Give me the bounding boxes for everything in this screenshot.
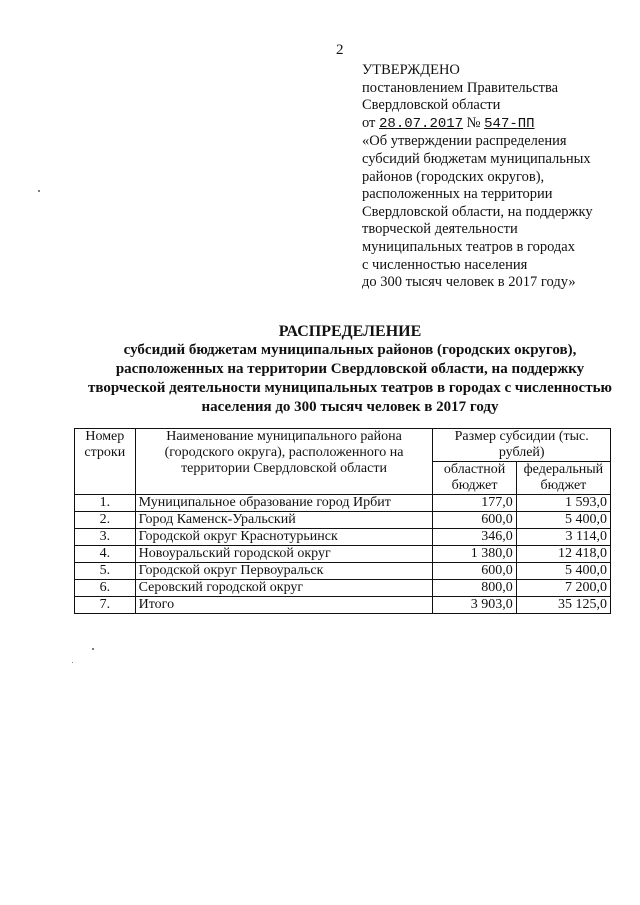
approval-line: «Об утверждении распределения <box>362 133 567 150</box>
page-number: 2 <box>336 42 344 58</box>
row-name: Муниципальное образование город Ирбит <box>135 495 433 512</box>
approval-line: муниципальных театров в городах <box>362 238 575 255</box>
table-row <box>75 580 611 597</box>
approval-from-label: от <box>362 114 376 131</box>
header-federal-budget: федеральный бюджет <box>516 462 610 495</box>
approval-date: 28.07.2017 <box>379 115 464 132</box>
row-regional: 800,0 <box>433 580 516 597</box>
row-name: Городской округ Первоуральск <box>135 563 433 580</box>
approval-line: Свердловской области, на поддержку <box>362 203 593 220</box>
row-number: 5. <box>75 563 136 580</box>
row-regional: 346,0 <box>433 529 516 546</box>
scan-speck <box>72 662 73 663</box>
approval-line: Свердловской области <box>362 97 501 114</box>
table-row <box>75 546 611 563</box>
row-federal: 12 418,0 <box>516 546 610 563</box>
row-regional: 177,0 <box>433 495 516 512</box>
table-row <box>75 512 611 529</box>
approval-title: УТВЕРЖДЕНО <box>362 62 460 78</box>
heading-line: субсидий бюджетам муниципальных районов (городских округов), <box>123 342 577 358</box>
row-name: Город Каменск-Уральский <box>135 512 433 529</box>
header-subsidy-size: Размер субсидии (тыс. рублей) <box>433 429 611 462</box>
approval-line: постановлением Правительства <box>362 79 559 96</box>
row-federal: 5 400,0 <box>516 563 610 580</box>
row-name: Серовский городской округ <box>135 580 433 597</box>
approval-line: районов (городских округов), <box>362 168 545 185</box>
row-number: 4. <box>75 546 136 563</box>
approval-line: с численностью населения <box>362 256 528 273</box>
header-regional-budget: областной бюджет <box>433 462 516 495</box>
approval-line: творческой деятельности <box>362 221 518 238</box>
approval-number-sign: № <box>466 114 481 131</box>
table-row <box>75 495 611 512</box>
row-number: 1. <box>75 495 136 512</box>
row-number: 6. <box>75 580 136 597</box>
row-federal: 5 400,0 <box>516 512 610 529</box>
table-row <box>75 529 611 546</box>
row-regional: 3 903,0 <box>433 597 516 614</box>
distribution-table <box>74 428 611 614</box>
approval-date-line <box>362 115 632 134</box>
approval-stamp <box>362 62 632 292</box>
approval-line: расположенных на территории <box>362 186 553 203</box>
heading-line: расположенных на территории Свердловской области, на поддержку <box>115 361 585 377</box>
row-name: Итого <box>135 597 433 614</box>
row-number: 7. <box>75 597 136 614</box>
row-federal: 3 114,0 <box>516 529 610 546</box>
row-name: Городской округ Краснотурьинск <box>135 529 433 546</box>
row-name: Новоуральский городской округ <box>135 546 433 563</box>
row-regional: 600,0 <box>433 563 516 580</box>
approval-line: субсидий бюджетам муниципальных <box>362 150 591 167</box>
heading-line: творческой деятельности муниципальных театров в городах с численностью <box>88 380 612 396</box>
row-regional: 600,0 <box>433 512 516 529</box>
header-municipality-name: Наименование муниципального района (городского округа), расположенного на территории Свердловской области <box>135 429 433 495</box>
table-row <box>75 597 611 614</box>
heading-title: РАСПРЕДЕЛЕНИЕ <box>278 323 422 340</box>
scan-speck <box>38 190 40 192</box>
row-regional: 1 380,0 <box>433 546 516 563</box>
approval-line: до 300 тысяч человек в 2017 году» <box>362 274 576 291</box>
header-row-number: Номер строки <box>75 429 136 495</box>
approval-number: 547-ПП <box>484 115 535 132</box>
row-federal: 35 125,0 <box>516 597 610 614</box>
row-number: 2. <box>75 512 136 529</box>
heading-line: населения до 300 тысяч человек в 2017 году <box>201 399 499 415</box>
row-number: 3. <box>75 529 136 546</box>
row-federal: 7 200,0 <box>516 580 610 597</box>
document-heading <box>60 322 640 417</box>
scan-speck <box>92 648 94 650</box>
table-row <box>75 563 611 580</box>
row-federal: 1 593,0 <box>516 495 610 512</box>
